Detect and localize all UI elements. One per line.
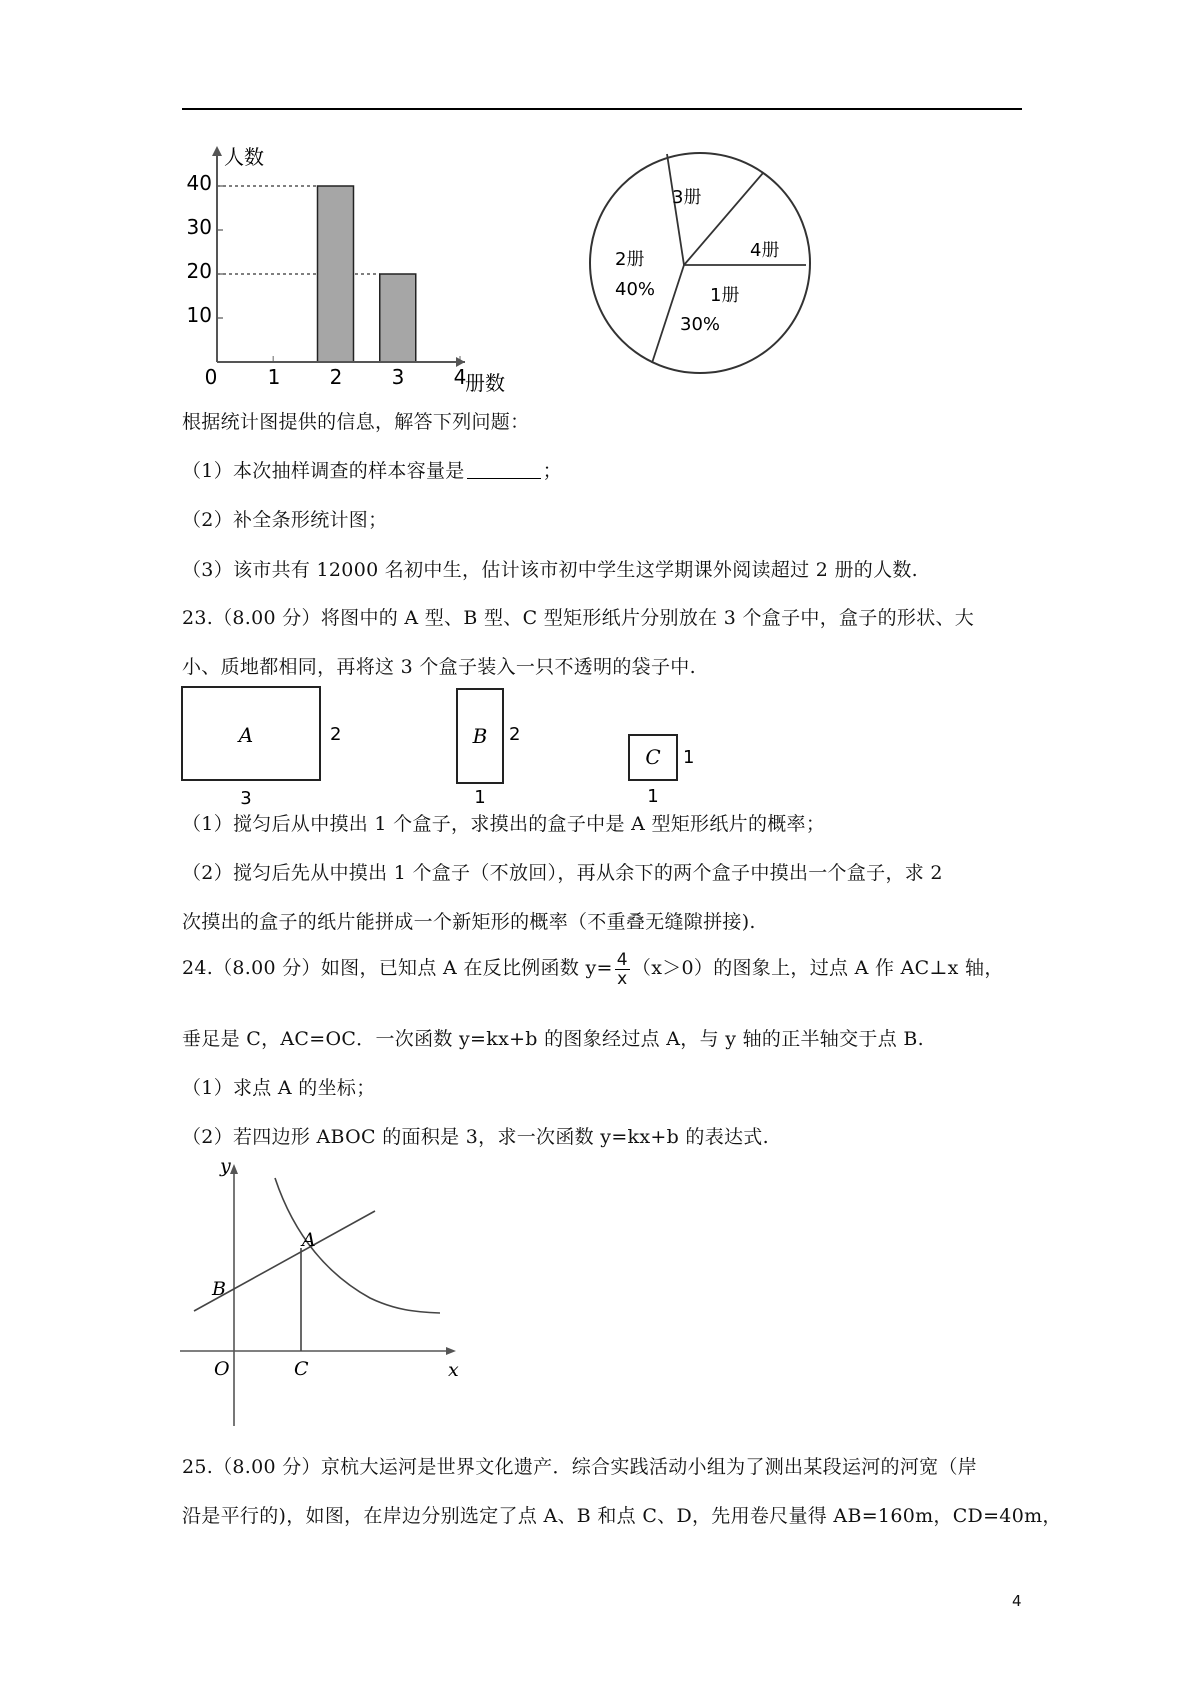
- bar-2: [318, 186, 354, 362]
- rect-c-height: 1: [683, 747, 695, 768]
- rect-a-height: 2: [330, 724, 342, 745]
- q23-line2: 小、质地都相同，再将这 3 个盒子装入一只不透明的袋子中.: [182, 656, 696, 678]
- pie-chart: [582, 143, 822, 383]
- pie-label-1: 1册: [710, 285, 740, 306]
- y-tick-10: 10: [186, 303, 212, 327]
- q23-part2-line2: 次摸出的盒子的纸片能拼成一个新矩形的概率（不重叠无缝隙拼接).: [182, 911, 756, 933]
- fraction-denominator: x: [617, 968, 628, 989]
- q23-line1: 23.（8.00 分）将图中的 A 型、B 型、C 型矩形纸片分别放在 3 个盒子中，盒子的形状、大: [182, 607, 975, 629]
- x-tick-3: 3: [391, 365, 405, 389]
- page-number: 4: [1012, 1592, 1022, 1610]
- q24-line1-end: （x＞0）的图象上，过点 A 作 AC⊥x 轴，: [631, 957, 1004, 979]
- hyperbola-curve: [275, 1178, 440, 1313]
- q25-line2: 沿是平行的)，如图，在岸边分别选定了点 A、B 和点 C、D，先用卷尺量得 AB=160m，CD=40m，: [182, 1505, 1062, 1527]
- origin-label: O: [214, 1358, 230, 1380]
- pie-label-2: 2册: [615, 249, 645, 270]
- q22-intro: 根据统计图提供的信息，解答下列问题：: [182, 411, 530, 433]
- q22-part1-text: （1）本次抽样调查的样本容量是: [182, 460, 465, 482]
- rect-c-label: C: [645, 745, 661, 769]
- x-axis-label: 册数: [465, 371, 505, 395]
- bar-chart: [180, 140, 520, 395]
- x-axis-label: x: [448, 1359, 459, 1381]
- rect-b-height: 2: [509, 724, 521, 745]
- y-axis-arrow: [212, 146, 222, 156]
- q24-line2: 垂足是 C，AC=OC．一次函数 y=kx+b 的图象经过点 A，与 y 轴的正半轴交于点 B.: [182, 1028, 924, 1050]
- point-c-label: C: [294, 1358, 309, 1380]
- y-axis-label: y: [220, 1158, 231, 1177]
- rect-b-label: B: [472, 724, 488, 748]
- x-tick-0: 0: [204, 365, 218, 389]
- point-a-label: A: [302, 1229, 316, 1251]
- answer-blank: [467, 460, 541, 479]
- rect-a-label: A: [238, 723, 254, 747]
- q22-part2: （2）补全条形统计图；: [182, 509, 388, 531]
- y-tick-20: 20: [186, 259, 212, 283]
- q24-line1-text: 24.（8.00 分）如图，已知点 A 在反比例函数 y=: [182, 957, 613, 979]
- pie-pct-1: 30%: [680, 314, 721, 335]
- x-tick-2: 2: [329, 365, 343, 389]
- pie-label-3: 3册: [672, 187, 702, 208]
- x-tick-1: 1: [267, 365, 281, 389]
- fraction-numerator: 4: [616, 949, 628, 970]
- pie-pct-2: 40%: [615, 279, 656, 300]
- q23-part2-line1: （2）搅匀后先从中摸出 1 个盒子（不放回），再从余下的两个盒子中摸出一个盒子，求 2: [182, 862, 943, 884]
- rect-c-width: 1: [647, 786, 659, 807]
- q22-part1-end: ；: [542, 460, 562, 482]
- q24-part2: （2）若四边形 ABOC 的面积是 3，求一次函数 y=kx+b 的表达式.: [182, 1126, 769, 1148]
- y-tick-40: 40: [186, 171, 212, 195]
- fraction-4-over-x: [615, 951, 630, 988]
- y-axis-label: 人数: [224, 145, 264, 169]
- rect-a-width: 3: [240, 788, 252, 809]
- q24-part1: （1）求点 A 的坐标；: [182, 1077, 376, 1099]
- bar-3: [380, 274, 416, 362]
- x-tick-4: 4: [453, 365, 467, 389]
- q23-part1: （1）搅匀后从中摸出 1 个盒子，求摸出的盒子中是 A 型矩形纸片的概率；: [182, 813, 826, 835]
- y-axis-arrow: [230, 1164, 238, 1174]
- q25-line1: 25.（8.00 分）京杭大运河是世界文化遗产．综合实践活动小组为了测出某段运河的河宽（岸: [182, 1456, 978, 1478]
- point-b-label: B: [212, 1278, 226, 1300]
- q22-part3: （3）该市共有 12000 名初中生，估计该市初中学生这学期课外阅读超过 2 册的人数.: [182, 559, 919, 581]
- rect-b-width: 1: [474, 787, 486, 808]
- coordinate-graph: [180, 1158, 480, 1428]
- rectangles-figure: [180, 680, 700, 810]
- q22-part1: [182, 459, 562, 483]
- x-axis-arrow: [446, 1347, 456, 1355]
- y-tick-30: 30: [186, 215, 212, 239]
- q24-line1: [182, 948, 1004, 988]
- pie-label-4: 4册: [750, 240, 780, 261]
- header-rule: [182, 108, 1022, 110]
